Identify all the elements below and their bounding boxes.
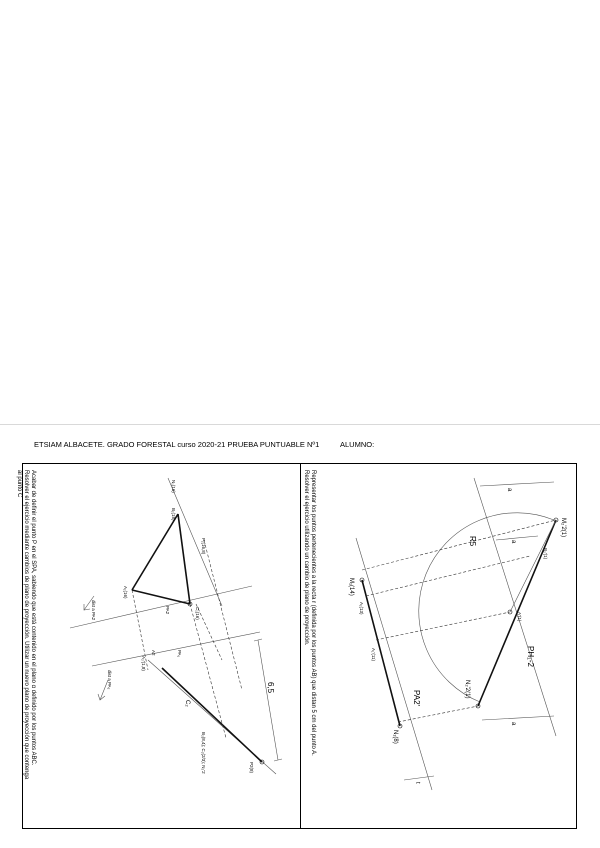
label-a1: A₁(13) xyxy=(359,602,364,615)
projector-c xyxy=(190,604,226,738)
edge-a-c xyxy=(132,590,190,604)
label-pa1: PA₁ xyxy=(177,650,182,658)
label-dim-t: t xyxy=(414,782,420,784)
label-c1: C₁(16) xyxy=(195,607,200,620)
left-exercise xyxy=(16,470,282,780)
projector-n xyxy=(398,706,478,722)
label-pa2: PA2 xyxy=(165,606,170,615)
edge-b-a xyxy=(132,514,178,590)
right-statement-line1: Representar los puntos pertenecientes a la recta r (definida por los puntos AB) que distan 5 cm del punto A. xyxy=(310,470,316,756)
label-ph12: PH₁-2 xyxy=(526,646,535,667)
label-n2: N₂'2(1) xyxy=(464,680,470,699)
dim-t xyxy=(404,776,434,780)
label-dim-a: a xyxy=(506,488,512,492)
edge-b-c xyxy=(178,514,190,604)
label-m1: M₁(14) xyxy=(348,578,354,596)
label-n1: N₁(16) xyxy=(171,480,176,493)
dimension-line xyxy=(258,640,278,760)
label-pa2: PA2' xyxy=(412,690,421,707)
line-r-projection xyxy=(362,580,400,726)
label-m2: M₂'2(1) xyxy=(560,518,566,538)
line-pa2 xyxy=(70,586,252,628)
label-b1: B₁(18) xyxy=(171,508,176,521)
left-statement-line1: Acabar de definir el punto P en el SPA, sabiendo que está contenido en el plano α definido por los puntos ABC. xyxy=(30,470,36,766)
arc-r5 xyxy=(419,513,554,702)
label-a2: A₂'(1,8) xyxy=(141,656,146,671)
label-p2: P2(8) xyxy=(249,762,254,774)
label-dimension: 6,5 xyxy=(266,682,275,694)
left-statement-line3: al punto C xyxy=(16,470,22,498)
label-a2b: A2 xyxy=(151,650,156,656)
label-a1b: A₁'(11) xyxy=(371,648,376,662)
label-b2: B₂(8,4); C₂(2/3); N₂'2 xyxy=(201,732,206,774)
label-b2: B₂'(1) xyxy=(543,548,548,560)
line-radius xyxy=(510,520,556,612)
dim-top xyxy=(480,482,554,486)
line-pa2-axis xyxy=(356,538,432,790)
label-c2: C₂ xyxy=(184,700,190,707)
student-name-label: ALUMNO: xyxy=(340,440,375,449)
header-title: ETSIAM ALBACETE. GRADO FORESTAL curso 2020-21 PRUEBA PUNTUABLE Nº1 xyxy=(34,440,320,449)
label-r5: R5 xyxy=(468,536,477,547)
line-pa1 xyxy=(92,632,260,666)
label-a1: A₁(16) xyxy=(123,586,128,599)
label-dist-pa1: dist a PA₂ xyxy=(107,670,112,690)
left-statement-line2: Resolver el ejercicio mediante cambios de plano de proyección. Utilizar un nuevo plano de proyección que contenga xyxy=(23,470,29,780)
label-dist-pa2: dist a PA2 xyxy=(91,600,96,621)
dim-mid xyxy=(496,536,538,540)
right-statement-line2: Resolver el ejercicio utilizando un cambio de plano de proyección. xyxy=(303,470,309,646)
label-n1: N₁(8) xyxy=(392,730,398,744)
projector-p xyxy=(204,540,242,690)
projector-m xyxy=(362,520,556,570)
line-n1-c1 xyxy=(168,478,222,606)
label-p1: P₁(16,8) xyxy=(201,538,206,555)
label-a: A'(1) xyxy=(517,612,522,622)
label-dim-c: a xyxy=(510,722,516,726)
label-dim-b: a xyxy=(510,540,516,544)
dim-bottom xyxy=(482,716,554,720)
right-exercise xyxy=(303,470,566,790)
edge-a2-b2 xyxy=(162,668,262,762)
projector-a xyxy=(376,612,510,640)
